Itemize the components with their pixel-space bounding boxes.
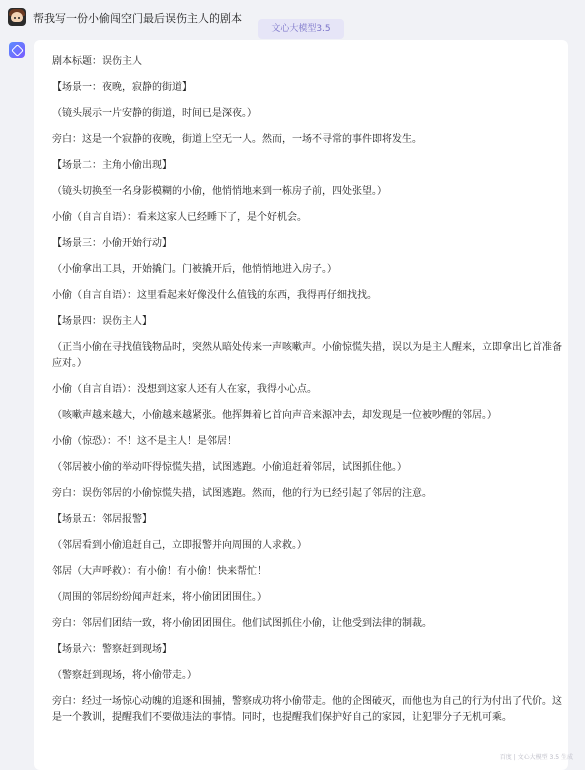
response-paragraph: （咳嗽声越来越大，小偷越来越紧张。他挥舞着匕首向声音来源冲去，却发现是一位被吵醒的邻居。） xyxy=(52,410,497,421)
response-paragraph: 【场景三：小偷开始行动】 xyxy=(52,238,172,249)
response-paragraph: 【场景一：夜晚，寂静的街道】 xyxy=(52,82,192,93)
response-paragraph: （邻居被小偷的举动吓得惊慌失措，试图逃跑。小偷追赶着邻居，试图抓住他。） xyxy=(52,462,407,473)
response-paragraph: 小偷（自言自语）：看来这家人已经睡下了，是个好机会。 xyxy=(52,212,307,223)
response-paragraph: 旁白：误伤邻居的小偷惊慌失措，试图逃跑。然而，他的行为已经引起了邻居的注意。 xyxy=(52,488,432,499)
response-paragraph: 【场景五：邻居报警】 xyxy=(52,514,152,525)
response-paragraph: 小偷（自言自语）：没想到这家人还有人在家，我得小心点。 xyxy=(52,384,317,395)
response-paragraph: （周围的邻居纷纷闻声赶来，将小偷团团围住。） xyxy=(52,592,267,603)
response-paragraph: （警察赶到现场，将小偷带走。） xyxy=(52,670,197,681)
response-paragraph: 【场景二：主角小偷出现】 xyxy=(52,160,172,171)
response-paragraph: 旁白：这是一个寂静的夜晚，街道上空无一人。然而，一场不寻常的事件即将发生。 xyxy=(52,134,422,145)
response-paragraph: 旁白：经过一场惊心动魄的追逐和围捕，警察成功将小偷带走。他的企图破灭，而他也为自己的行为付出了代价。这是一个教训，提醒我们不要做违法的事情。同时，也提醒我们保护好自己的家园，让犯罪分子无机可乘。 xyxy=(52,696,562,723)
response-paragraph: （镜头切换至一名身影模糊的小偷，他悄悄地来到一栋房子前，四处张望。） xyxy=(52,186,387,197)
response-paragraph: （镜头展示一片安静的街道，时间已是深夜。） xyxy=(52,108,257,119)
model-tag: 文心大模型3.5 xyxy=(258,19,344,39)
response-paragraph: 【场景六：警察赶到现场】 xyxy=(52,644,172,655)
response-paragraph: 【场景四：误伤主人】 xyxy=(52,316,152,327)
bot-avatar-icon xyxy=(9,42,25,58)
user-avatar xyxy=(8,8,26,26)
response-content xyxy=(52,54,562,736)
user-prompt: 帮我写一份小偷闯空门最后误伤主人的剧本 xyxy=(33,12,242,25)
response-paragraph: （正当小偷在寻找值钱物品时，突然从暗处传来一声咳嗽声。小偷惊慌失措，误以为是主人醒来，立即拿出匕首准备应对。） xyxy=(52,342,562,369)
response-paragraph: （邻居看到小偷追赶自己，立即报警并向周围的人求救。） xyxy=(52,540,307,551)
response-paragraph: 旁白：邻居们团结一致，将小偷团团围住。他们试图抓住小偷，让他受到法律的制裁。 xyxy=(52,618,432,629)
response-paragraph: 小偷（惊恐）：不！这不是主人！是邻居！ xyxy=(52,436,237,447)
response-paragraph: （小偷拿出工具，开始撬门。门被撬开后，他悄悄地进入房子。） xyxy=(52,264,337,275)
script-title: 剧本标题：误伤主人 xyxy=(52,56,142,67)
response-paragraph: 邻居（大声呼救）：有小偷！有小偷！快来帮忙！ xyxy=(52,566,267,577)
response-paragraph: 小偷（自言自语）：这里看起来好像没什么值钱的东西，我得再仔细找找。 xyxy=(52,290,377,301)
watermark: 百度 | 文心大模型 3.5 生成 xyxy=(499,754,573,761)
